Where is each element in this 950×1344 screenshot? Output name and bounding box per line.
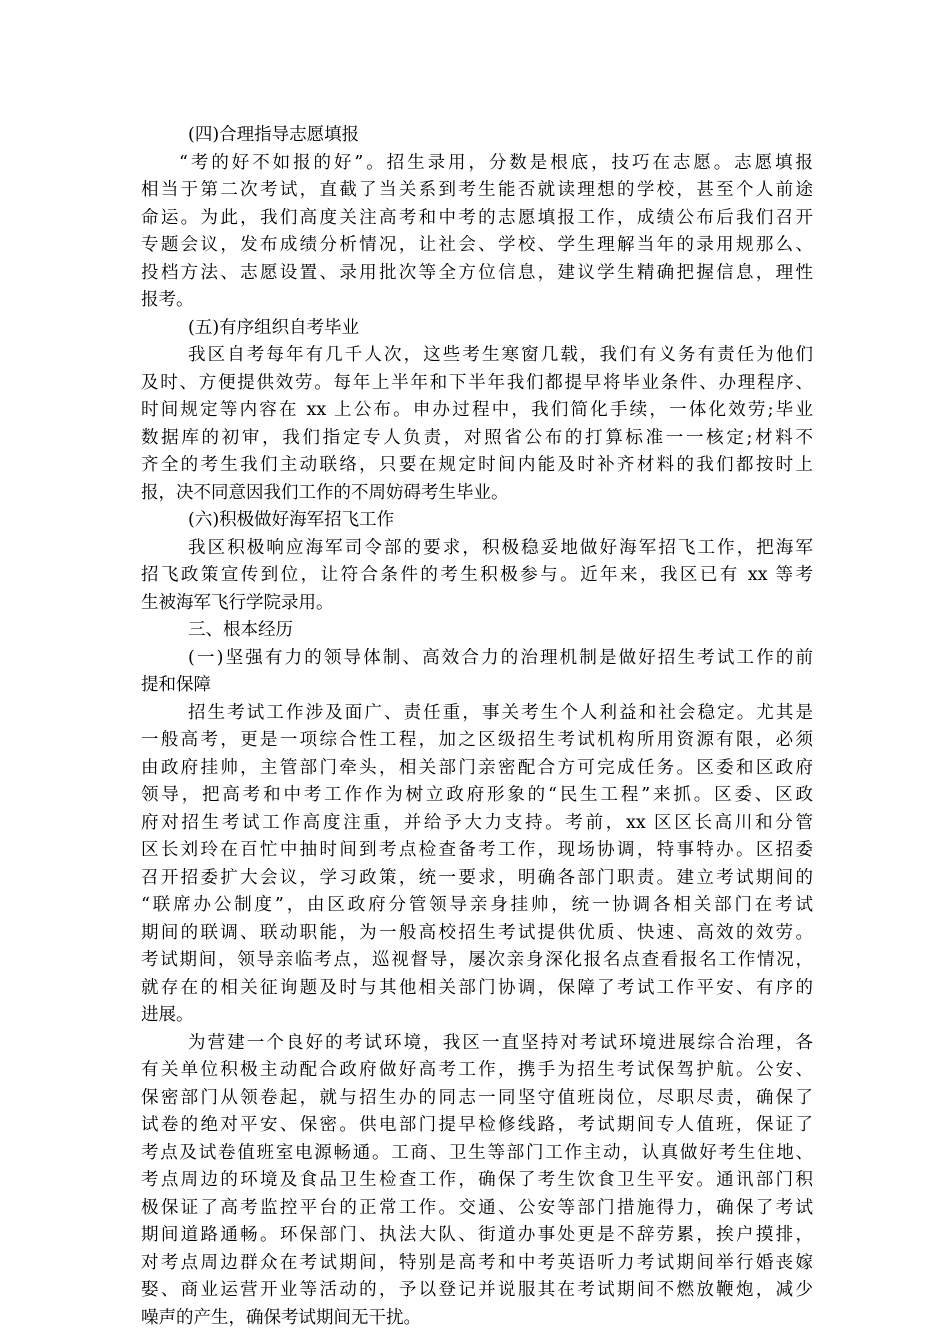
- paragraph-line: 时间规定等内容在 xx 上公布。申办过程中，我们简化手续，一体化效劳;毕业: [141, 400, 813, 420]
- paragraph-line: 数据库的初审，我们指定专人负责，对照省公布的打算标准一一核定;材料不: [141, 427, 813, 448]
- paragraph-line: 为营建一个良好的考试环境，我区一直坚持对考试环境进展综合治理，各: [188, 1032, 813, 1053]
- paragraph-line: 进展。: [141, 1005, 194, 1025]
- paragraph-line: 府对招生考试工作高度注重，并给予大力支持。考前，xx 区区长高川和分管: [141, 812, 813, 833]
- paragraph-line: 娶、商业运营开业等活动的，予以登记并说服其在考试期间不燃放鞭炮，减少: [141, 1280, 813, 1300]
- paragraph-line: 投档方法、志愿设置、录用批次等全方位信息，建议学生精确把握信息，理性: [141, 262, 813, 283]
- paragraph-line: 我区自考每年有几千人次，这些考生寒窗几载，我们有义务有责任为他们: [188, 345, 813, 365]
- paragraph-line: 考点及试卷值班室电源畅通。工商、卫生等部门工作主动，认真做好考生住地、: [141, 1142, 813, 1163]
- paragraph-line: 极保证了高考监控平台的正常工作。交通、公安等部门措施得力，确保了考试: [141, 1197, 813, 1218]
- document-page: [141, 122, 813, 1332]
- paragraph-line: “联席办公制度”，由区政府分管领导亲身挂帅，统一协调各相关部门在考试: [141, 895, 813, 915]
- paragraph-line: 生被海军飞行学院录用。: [141, 592, 334, 613]
- paragraph-line: 一般高考，更是一项综合性工程，加之区级招生考试机构所用资源有限，必须: [141, 730, 813, 750]
- paragraph-line: 招飞政策宣传到位，让符合条件的考生积极参与。近年来，我区已有 xx 等考: [141, 565, 813, 585]
- paragraph-line: 报考。: [141, 290, 194, 310]
- paragraph-line: 对考点周边群众在考试期间，特别是高考和中考英语听力考试期间举行婚丧嫁: [141, 1252, 813, 1273]
- paragraph-line: 有关单位积极主动配合政府做好高考工作，携手为招生考试保驾护航。公安、: [141, 1060, 813, 1080]
- paragraph-line: 期间道路通畅。环保部门、执法大队、街道办事处更是不辞劳累，挨户摸排，: [141, 1225, 813, 1245]
- paragraph-line: 领导，把高考和中考工作作为树立政府形象的“民生工程”来抓。区委、区政: [141, 785, 813, 805]
- paragraph-line: 就存在的相关征询题及时与其他相关部门协调，保障了考试工作平安、有序的: [141, 977, 813, 998]
- paragraph-line: 报，决不同意因我们工作的不周妨碍考生毕业。: [141, 482, 509, 503]
- paragraph-line: 试卷的绝对平安、保密。供电部门提早检修线路，考试期间专人值班，保证了: [141, 1115, 813, 1135]
- paragraph-line: 招生考试工作涉及面广、责任重，事关考生个人利益和社会稳定。尤其是: [188, 702, 813, 723]
- paragraph-line: 及时、方便提供效劳。每年上半年和下半年我们都提早将毕业条件、办理程序、: [141, 372, 813, 393]
- paragraph-line: 命运。为此，我们高度关注高考和中考的志愿填报工作，成绩公布后我们召开: [141, 207, 813, 228]
- paragraph-line: 考试期间，领导亲临考点，巡视督导，屡次亲身深化报名点查看报名工作情况，: [141, 950, 813, 970]
- subsection-heading-1: (一)坚强有力的领导体制、高效合力的治理机制是做好招生考试工作的前: [188, 647, 813, 668]
- subsection-heading-1-cont: 提和保障: [141, 675, 211, 695]
- paragraph-line: 召开招委扩大会议，学习政策，统一要求，明确各部门职责。建立考试期间的: [141, 867, 813, 888]
- paragraph-line: 期间的联调、联动职能，为一般高校招生考试提供优质、快速、高效的效劳。: [141, 922, 813, 943]
- paragraph-line: 齐全的考生我们主动联络，只要在规定时间内能及时补齐材料的我们都按时上: [141, 455, 813, 475]
- paragraph-line: 由政府挂帅，主管部门牵头，相关部门亲密配合方可完成任务。区委和区政府: [141, 757, 813, 778]
- paragraph-line: 我区积极响应海军司令部的要求，积极稳妥地做好海军招飞工作，把海军: [188, 537, 813, 558]
- section-heading-3: 三、根本经历: [188, 620, 293, 640]
- paragraph-line: 相当于第二次考试，直截了当关系到考生能否就读理想的学校，甚至个人前途: [141, 180, 813, 200]
- section-heading-5: (五)有序组织自考毕业: [188, 317, 360, 338]
- paragraph-line: 区长刘玲在百忙中抽时间到考点检查备考工作，现场协调，特事特办。区招委: [141, 840, 813, 860]
- paragraph-line: 专题会议，发布成绩分析情况，让社会、学校、学生理解当年的录用规那么、: [141, 235, 813, 255]
- paragraph-line: 考点周边的环境及食品卫生检查工作，确保了考生饮食卫生平安。通讯部门积: [141, 1170, 813, 1190]
- section-heading-6: (六)积极做好海军招飞工作: [188, 510, 395, 530]
- section-heading-4: (四)合理指导志愿填报: [188, 125, 360, 145]
- paragraph-line: 噪声的产生，确保考试期间无干扰。: [141, 1307, 421, 1328]
- paragraph-line: “考的好不如报的好”。招生录用，分数是根底，技巧在志愿。志愿填报: [179, 152, 813, 173]
- paragraph-line: 保密部门从领卷起，就与招生办的同志一同坚守值班岗位，尽职尽责，确保了: [141, 1087, 813, 1108]
